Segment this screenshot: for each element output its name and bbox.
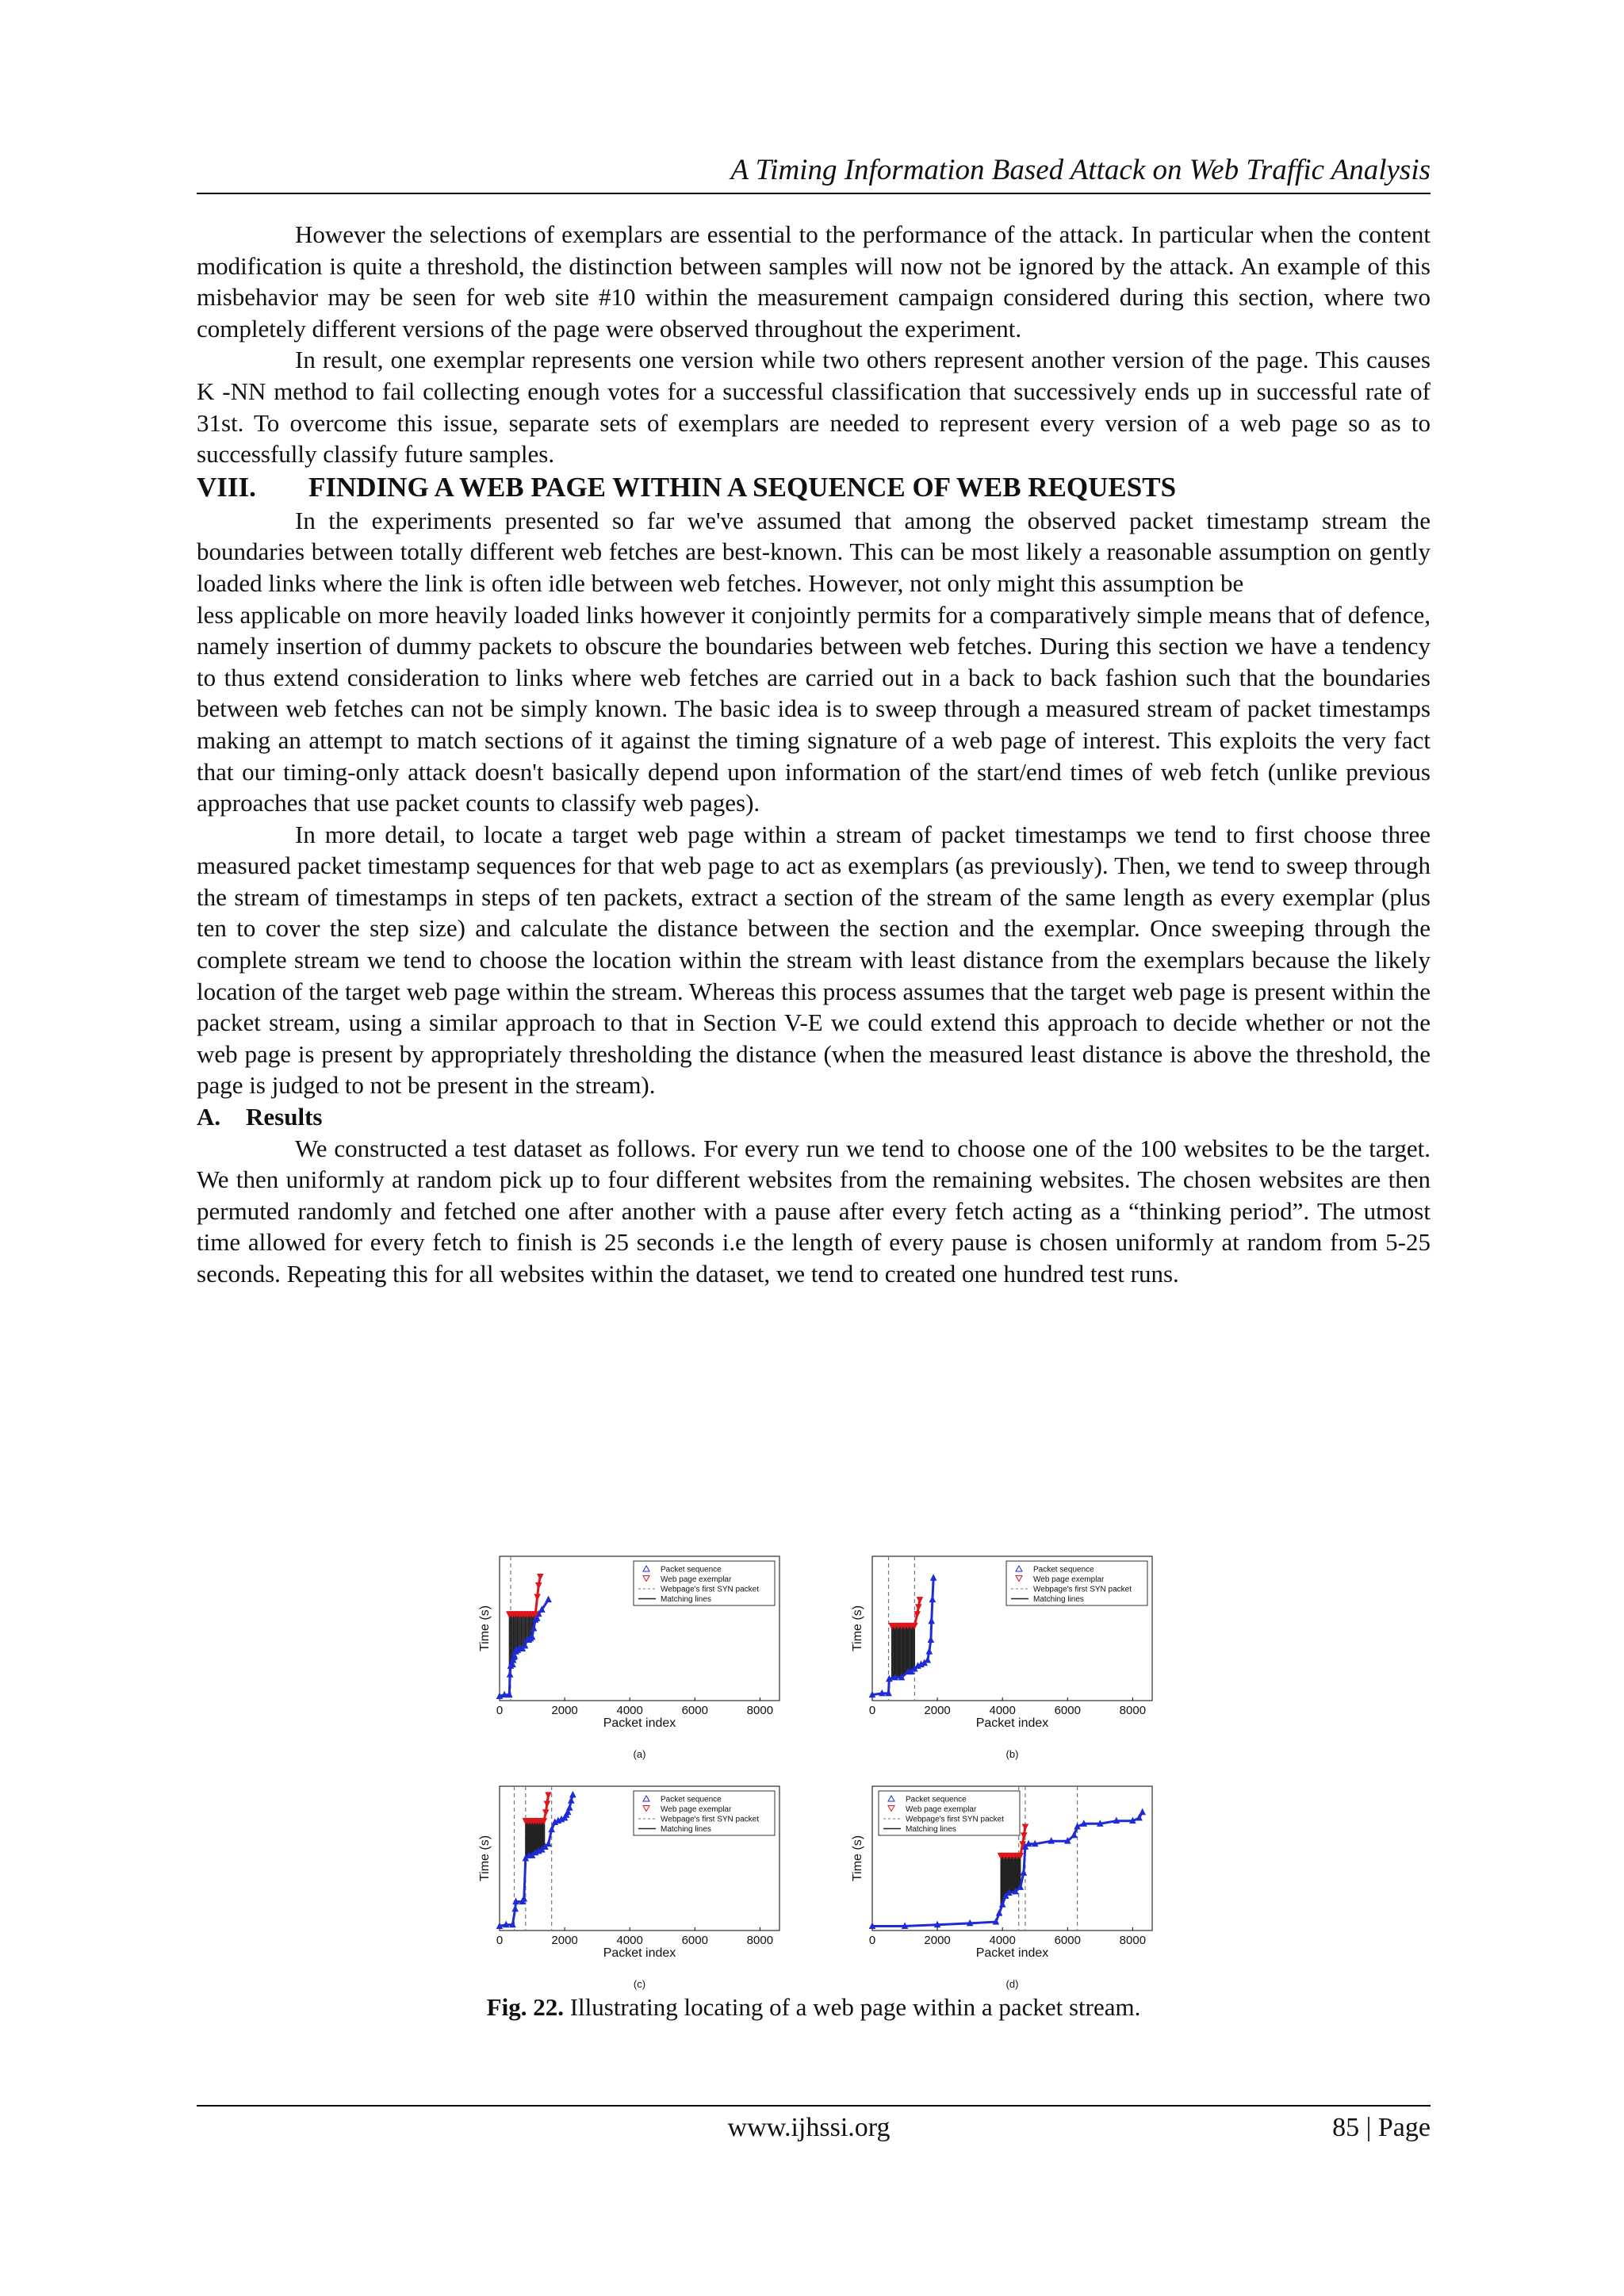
exemplar-point (538, 1574, 543, 1579)
packet-point (567, 1804, 573, 1810)
exemplar-point (1021, 1833, 1027, 1839)
exemplar-point (544, 1801, 550, 1807)
legend-label: Matching lines (661, 1595, 711, 1604)
paragraph-knn-failure: In result, one exemplar represents one version while two others represent another version of the page. This causes K -NN method to fail collecting enough votes for a successful classification that successively ends up in successful rate of 31st. To overcome this issue, separate sets of exemplars are needed to represent every version of a web page so as to successfully classify future samples. (197, 346, 1431, 469)
chart-svg (450, 1772, 791, 1998)
y-axis-label: Time (s) (851, 1605, 864, 1652)
exemplar-point (536, 1582, 542, 1588)
figure-panel-c (450, 1772, 791, 1998)
packet-point (569, 1797, 574, 1803)
x-tick-label: 0 (496, 1934, 504, 1947)
section-title: FINDING A WEB PAGE WITHIN A SEQUENCE OF WEB REQUESTS (308, 471, 1177, 503)
x-tick-label: 4000 (616, 1934, 643, 1947)
packet-point (546, 1597, 551, 1602)
header-rule (197, 193, 1431, 194)
exemplar-point (916, 1605, 921, 1610)
packet-point (926, 1648, 932, 1654)
x-tick-label: 2000 (551, 1934, 578, 1947)
packet-point (925, 1657, 930, 1663)
chart-svg (823, 1542, 1164, 1768)
exemplar-point (914, 1612, 920, 1617)
x-tick-label: 6000 (681, 1934, 708, 1947)
paragraph-exemplar-selection: However the selections of exemplars are essential to the performance of the attack. In particular when the content modification is quite a threshold, the distinction between samples will now not be ignored by the attack. An example of this misbehavior may be seen for web site #10 within the measurement campaign considered during this section, where two completely different versions of the page were observed throughout the experiment. (197, 220, 1431, 342)
legend-label: Matching lines (661, 1825, 711, 1834)
legend-label: Matching lines (906, 1825, 956, 1834)
legend-label: Packet sequence (906, 1795, 967, 1804)
x-axis-label: Packet index (603, 1716, 676, 1730)
legend-label: Webpage's first SYN packet (661, 1815, 760, 1824)
panel-label: (d) (1005, 1978, 1019, 1990)
x-tick-label: 0 (496, 1704, 504, 1717)
x-tick-label: 8000 (746, 1704, 774, 1717)
caption-label: Fig. 22. (486, 1993, 564, 2021)
figure-caption (197, 1992, 1431, 2023)
packet-point (512, 1906, 518, 1911)
legend-label: Packet sequence (661, 1795, 722, 1804)
packet-point (546, 1841, 551, 1846)
legend-label: Packet sequence (661, 1565, 722, 1575)
legend-label: Packet sequence (1033, 1565, 1094, 1575)
x-tick-label: 4000 (989, 1934, 1016, 1947)
legend-label: Web page exemplar (661, 1805, 732, 1814)
exemplar-point (1022, 1824, 1028, 1830)
chart-svg (450, 1542, 791, 1768)
running-header: A Timing Information Based Attack on Web Traffic Analysis (730, 154, 1431, 186)
exemplar-line (526, 1795, 549, 1821)
paragraph-boundaries: In the experiments presented so far we've assumed that among the observed packet timestamp stream the boundaries between totally different web fetches are best-known. This can be most likely a reasonable assumption on gently loaded links where the link is often idle between web fetches. However, not only might this assumption be (197, 506, 1431, 597)
legend-label: Webpage's first SYN packet (906, 1815, 1005, 1824)
panel-label: (c) (633, 1978, 646, 1990)
x-axis-label: Packet index (975, 1716, 1049, 1730)
x-tick-label: 2000 (924, 1934, 951, 1947)
footer-rule (197, 2105, 1431, 2107)
footer-website: www.ijhssi.org (727, 2113, 891, 2142)
x-tick-label: 6000 (1054, 1934, 1081, 1947)
x-tick-label: 0 (868, 1704, 876, 1717)
y-axis-label: Time (s) (478, 1605, 492, 1652)
exemplar-point (543, 1810, 549, 1816)
paragraph-boundaries-continued: less applicable on more heavily loaded links however it conjointly permits for a comparatively simple means that of defence, namely insertion of dummy packets to obscure the boundaries between web fetches. During this section we have a tendency to thus extend consideration to links where web fetches are carried out in a back to back fashion such that the boundaries between web fetches can not be simply known. The basic idea is to sweep through a measured stream of packet timestamps making an attempt to match sections of it against the timing signature of a web page of interest. This exploits the very fact that our timing-only attack doesn't basically depend upon information of the start/end times of web fetch (unlike previous approaches that use packet counts to classify web pages). (197, 600, 1431, 817)
exemplar-point (534, 1594, 540, 1600)
caption-text: Illustrating locating of a web page within a packet stream. (563, 1993, 1141, 2021)
x-tick-label: 8000 (1119, 1704, 1147, 1717)
figure-panel-d (823, 1772, 1164, 1998)
exemplar-point (917, 1598, 922, 1603)
y-axis-label: Time (s) (478, 1835, 492, 1882)
section-heading (197, 470, 1431, 505)
packet-point (570, 1792, 576, 1797)
legend-label: Matching lines (1033, 1595, 1084, 1604)
x-tick-label: 6000 (681, 1704, 708, 1717)
packet-point (1139, 1809, 1145, 1815)
footer-page-number: 85 | Page (1332, 2113, 1431, 2142)
x-tick-label: 4000 (616, 1704, 643, 1717)
subsection-heading (197, 1101, 1431, 1133)
x-axis-label: Packet index (975, 1946, 1049, 1960)
x-tick-label: 2000 (924, 1704, 951, 1717)
x-tick-label: 8000 (1119, 1934, 1147, 1947)
panel-label: (b) (1005, 1748, 1019, 1760)
panel-label: (a) (633, 1748, 646, 1760)
packet-point (929, 1618, 934, 1624)
x-tick-label: 6000 (1054, 1704, 1081, 1717)
x-tick-label: 0 (868, 1934, 876, 1947)
x-axis-label: Packet index (603, 1946, 676, 1960)
paragraph-method-detail: In more detail, to locate a target web page within a stream of packet timestamps we tend to first choose three measured packet timestamp sequences for that web page to act as exemplars (as previously). Then, we tend to sweep through the stream of timestamps in steps of ten packets, extract a section of the stream of the same length as every exemplar (plus ten to cover the step size) and calculate the distance between the section and the exemplar. Once sweeping through the complete stream we tend to choose the location within the stream with least distance from the exemplars because the likely location of the target web page within the stream. Whereas this process assumes that the target web page is present within the packet stream, using a similar approach to that in Section V-E we could extend this approach to decide whether or not the web page is present by appropriately thresholding the distance (when the measured least distance is above the threshold, the page is judged to not be present in the stream). (197, 820, 1431, 1100)
section-number: VIII. (197, 471, 256, 503)
packet-point (931, 1575, 936, 1580)
packet-point (928, 1637, 933, 1643)
chart-svg (823, 1772, 1164, 1998)
packet-point (929, 1597, 935, 1602)
paragraph-results: We constructed a test dataset as follows. For every run we tend to choose one of the 100 websites to be the target. We then uniformly at random pick up to four different websites from the remaining websites. The chosen websites are then permuted randomly and fetched one after another with a pause after every fetch acting as a “thinking period”. The utmost time allowed for every fetch to finish is 25 seconds i.e the length of every pause is chosen uniformly at random from 5-25 seconds. Repeating this for all websites within the dataset, we tend to created one hundred test runs. (197, 1134, 1431, 1288)
packet-point (508, 1671, 513, 1677)
subsection-title: Results (246, 1103, 323, 1131)
subsection-number: A. (197, 1103, 221, 1131)
x-tick-label: 2000 (551, 1704, 578, 1717)
legend-label: Webpage's first SYN packet (1033, 1585, 1132, 1594)
y-axis-label: Time (s) (851, 1835, 864, 1882)
body-text (197, 219, 1431, 1290)
legend-label: Webpage's first SYN packet (661, 1585, 760, 1594)
legend-label: Web page exemplar (1033, 1575, 1105, 1584)
legend-label: Web page exemplar (906, 1805, 977, 1814)
x-tick-label: 8000 (746, 1934, 774, 1947)
legend-label: Web page exemplar (661, 1575, 732, 1584)
figure-panel-b (823, 1542, 1164, 1768)
packet-sequence-line (500, 1795, 573, 1927)
figure-22 (197, 1542, 1431, 2013)
exemplar-point (546, 1793, 551, 1798)
x-tick-label: 4000 (989, 1704, 1016, 1717)
figure-panel-a (450, 1542, 791, 1768)
